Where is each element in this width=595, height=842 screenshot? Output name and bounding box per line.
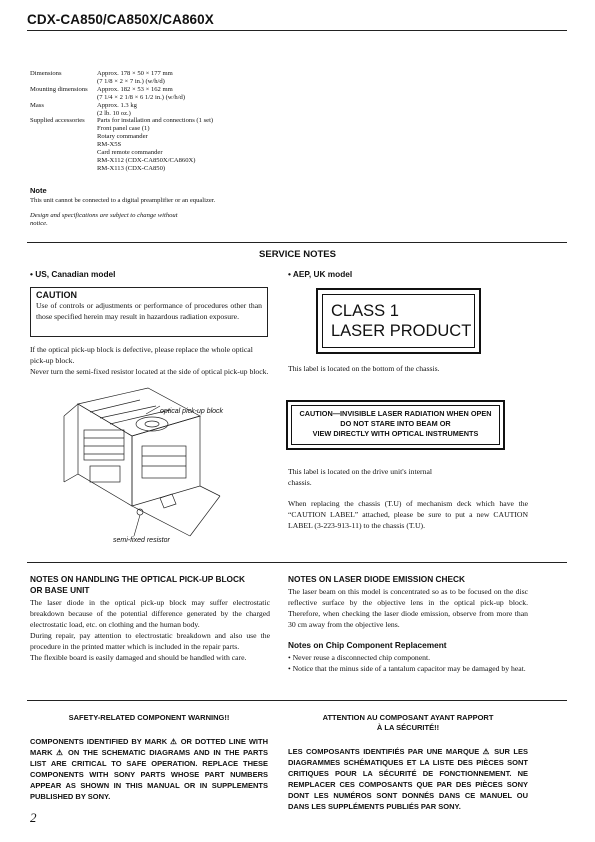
class1-line: LASER PRODUCT	[331, 322, 472, 340]
spec-values	[97, 117, 213, 172]
laser-diode-heading: NOTES ON LASER DIODE EMISSION CHECK	[288, 574, 466, 584]
us-model-heading: • US, Canadian model	[30, 269, 116, 279]
pickup-block-callout: optical pick-up block	[160, 408, 224, 415]
spec-value: Approx. 1.3 kg	[97, 101, 137, 109]
spec-label: Dimensions	[30, 70, 62, 77]
design-notice-line: notice.	[30, 220, 48, 227]
laser-diode-text: The laser beam on this model is concentrated so as to be focused on the disc reflective surface by the objective lens in the optical pick-up block. Therefore, when checking the laser diode emission, observe from more than 30 cm away from the objective lens.	[288, 587, 528, 629]
handling-paragraph: The flexible board is easily damaged and should be handled with care.	[30, 653, 247, 662]
caution-box	[30, 287, 268, 337]
header-rule	[27, 30, 567, 31]
handling-heading	[30, 574, 245, 596]
handling-heading-line: NOTES ON HANDLING THE OPTICAL PICK-UP BLOCK	[30, 574, 245, 584]
safety-warning-fr	[288, 713, 528, 812]
service-rule	[27, 242, 567, 243]
spec-value: Approx. 182 × 53 × 162 mm	[97, 85, 173, 93]
note-text: This unit cannot be connected to a digital preamplifier or an equalizer.	[30, 197, 216, 204]
spec-label: Mounting dimensions	[30, 85, 88, 93]
safety-text-fr: LES COMPOSANTS IDENTIFIÉS PAR UNE MARQUE ⚠ SUR LES DIAGRAMMES SCHÉMATIQUES ET LA LISTE DES PIÈCES SONT CRITIQUES POUR LA SÉCURITÉ DE FONCTIONNEMENT. NE REMPLACER CES COMPOSANTS QUE PAR DES PIÈCES SONY DONT LES NUMÉROS SONT DONNÉS DANS CE MANUEL OU DANS LES SUPPLÉMENTS PUBLIÉS PAR SONY.	[288, 747, 528, 811]
page-number: 2	[30, 810, 37, 825]
design-notice-line: Design and specifications are subject to change without	[30, 212, 178, 219]
label-drive-line: chassis.	[288, 478, 312, 487]
class1-laser-label	[316, 288, 481, 354]
caution-heading: CAUTION	[36, 290, 77, 300]
safety-heading-fr-line: ATTENTION AU COMPOSANT AYANT RAPPORT	[322, 713, 494, 722]
spec-value: (7 1/4 × 2 1/8 × 6 1/2 in.) (w/h/d)	[97, 93, 186, 101]
spec-value: RM-X5S	[97, 141, 122, 149]
laser-caution-line: CAUTION—INVISIBLE LASER RADIATION WHEN OPEN	[299, 409, 492, 418]
label-bottom-text: This label is located on the bottom of the chassis.	[288, 364, 440, 373]
spec-value: (2 lb. 10 oz.)	[97, 109, 131, 117]
pickup-text-2: Never turn the semi-fixed resistor located at the side of optical pick-up block.	[30, 367, 269, 376]
model-title: CDX-CA850/CA850X/CA860X	[27, 12, 214, 27]
spec-row	[30, 117, 213, 172]
spec-value: RM-X113 (CDX-CA850)	[97, 164, 166, 172]
chip-heading: Notes on Chip Component Replacement	[288, 640, 447, 650]
handling-heading-line: OR BASE UNIT	[30, 585, 90, 595]
laser-caution-line: DO NOT STARE INTO BEAM OR	[340, 419, 451, 428]
aep-model-heading: • AEP, UK model	[288, 269, 353, 279]
spec-row	[30, 70, 213, 86]
safety-heading-fr	[288, 713, 528, 733]
laser-caution-label	[286, 400, 505, 450]
spec-label: Mass	[30, 101, 44, 109]
chip-item: • Notice that the minus side of a tantalum capacitor may be damaged by heat.	[288, 664, 526, 673]
service-notes-title: SERVICE NOTES	[259, 249, 336, 260]
safety-heading-en: SAFETY-RELATED COMPONENT WARNING!!	[68, 713, 230, 722]
safety-warning-en	[30, 713, 268, 802]
class1-line: CLASS 1	[331, 302, 399, 320]
spec-value: Approx. 178 × 50 × 177 mm	[97, 70, 173, 77]
spec-value: Card remote commander	[97, 149, 163, 157]
safety-rule	[27, 700, 567, 701]
handling-text	[30, 597, 270, 663]
laser-caution-line: VIEW DIRECTLY WITH OPTICAL INSTRUMENTS	[312, 429, 479, 438]
pickup-paragraph	[30, 344, 270, 377]
spec-values	[97, 70, 173, 86]
handling-paragraph: The laser diode in the optical pick-up block may suffer electrostatic breakdown because of the potential difference generated by the charged electrostatic load, etc. on clothing and the human body.	[30, 598, 270, 629]
replace-chassis-text: When replacing the chassis (T.U) of mechanism deck which have the “CAUTION LABEL” attached, please be sure to put a new CAUTION LABEL (3-223-913-11) to the chassis (T.U).	[288, 499, 528, 530]
spec-values	[97, 102, 137, 118]
chip-item: • Never reuse a disconnected chip component.	[288, 653, 431, 662]
spec-value: Front panel case (1)	[97, 125, 150, 133]
section-rule	[27, 562, 567, 563]
design-notice	[30, 212, 200, 228]
spec-value: (7 1/8 × 2 × 7 in.) (w/h/d)	[97, 77, 165, 85]
spec-table	[30, 70, 213, 173]
spec-label: Supplied accessories	[30, 117, 85, 125]
chip-list	[288, 652, 528, 674]
handling-paragraph: During repair, pay attention to electrostatic breakdown and also use the procedure in the printed matter which is included in the repair parts.	[30, 631, 270, 651]
spec-value: Parts for installation and connections (1 set)	[97, 117, 214, 125]
safety-heading-fr-line: À LA SÉCURITÉ!!	[376, 723, 440, 732]
spec-row	[30, 86, 213, 102]
note-heading: Note	[30, 186, 47, 195]
pickup-text-1: If the optical pick-up block is defective, please replace the whole optical pick-up block.	[30, 345, 253, 365]
spec-value: Rotary commander	[97, 133, 148, 141]
caution-text: Use of controls or adjustments or performance of procedures other than those specified herein may result in hazardous radiation exposure.	[36, 301, 262, 321]
resistor-callout: semi-fixed resistor	[113, 537, 170, 544]
spec-values	[97, 86, 185, 102]
spec-row	[30, 102, 213, 118]
safety-text-en: COMPONENTS IDENTIFIED BY MARK ⚠ OR DOTTED LINE WITH MARK ⚠ ON THE SCHEMATIC DIAGRAMS AND IN THE PARTS LIST ARE CRITICAL TO SAFE OPERATION. REPLACE THESE COMPONENTS WITH SONY PARTS WHOSE PART NUMBERS APPEAR AS SHOWN IN THIS MANUAL OR IN SUPPLEMENTS PUBLISHED BY SONY.	[30, 737, 268, 801]
label-drive-line: This label is located on the drive unit's internal	[288, 467, 432, 476]
spec-value: RM-X112 (CDX-CA850X/CA860X)	[97, 156, 196, 164]
label-drive-text	[288, 466, 432, 488]
